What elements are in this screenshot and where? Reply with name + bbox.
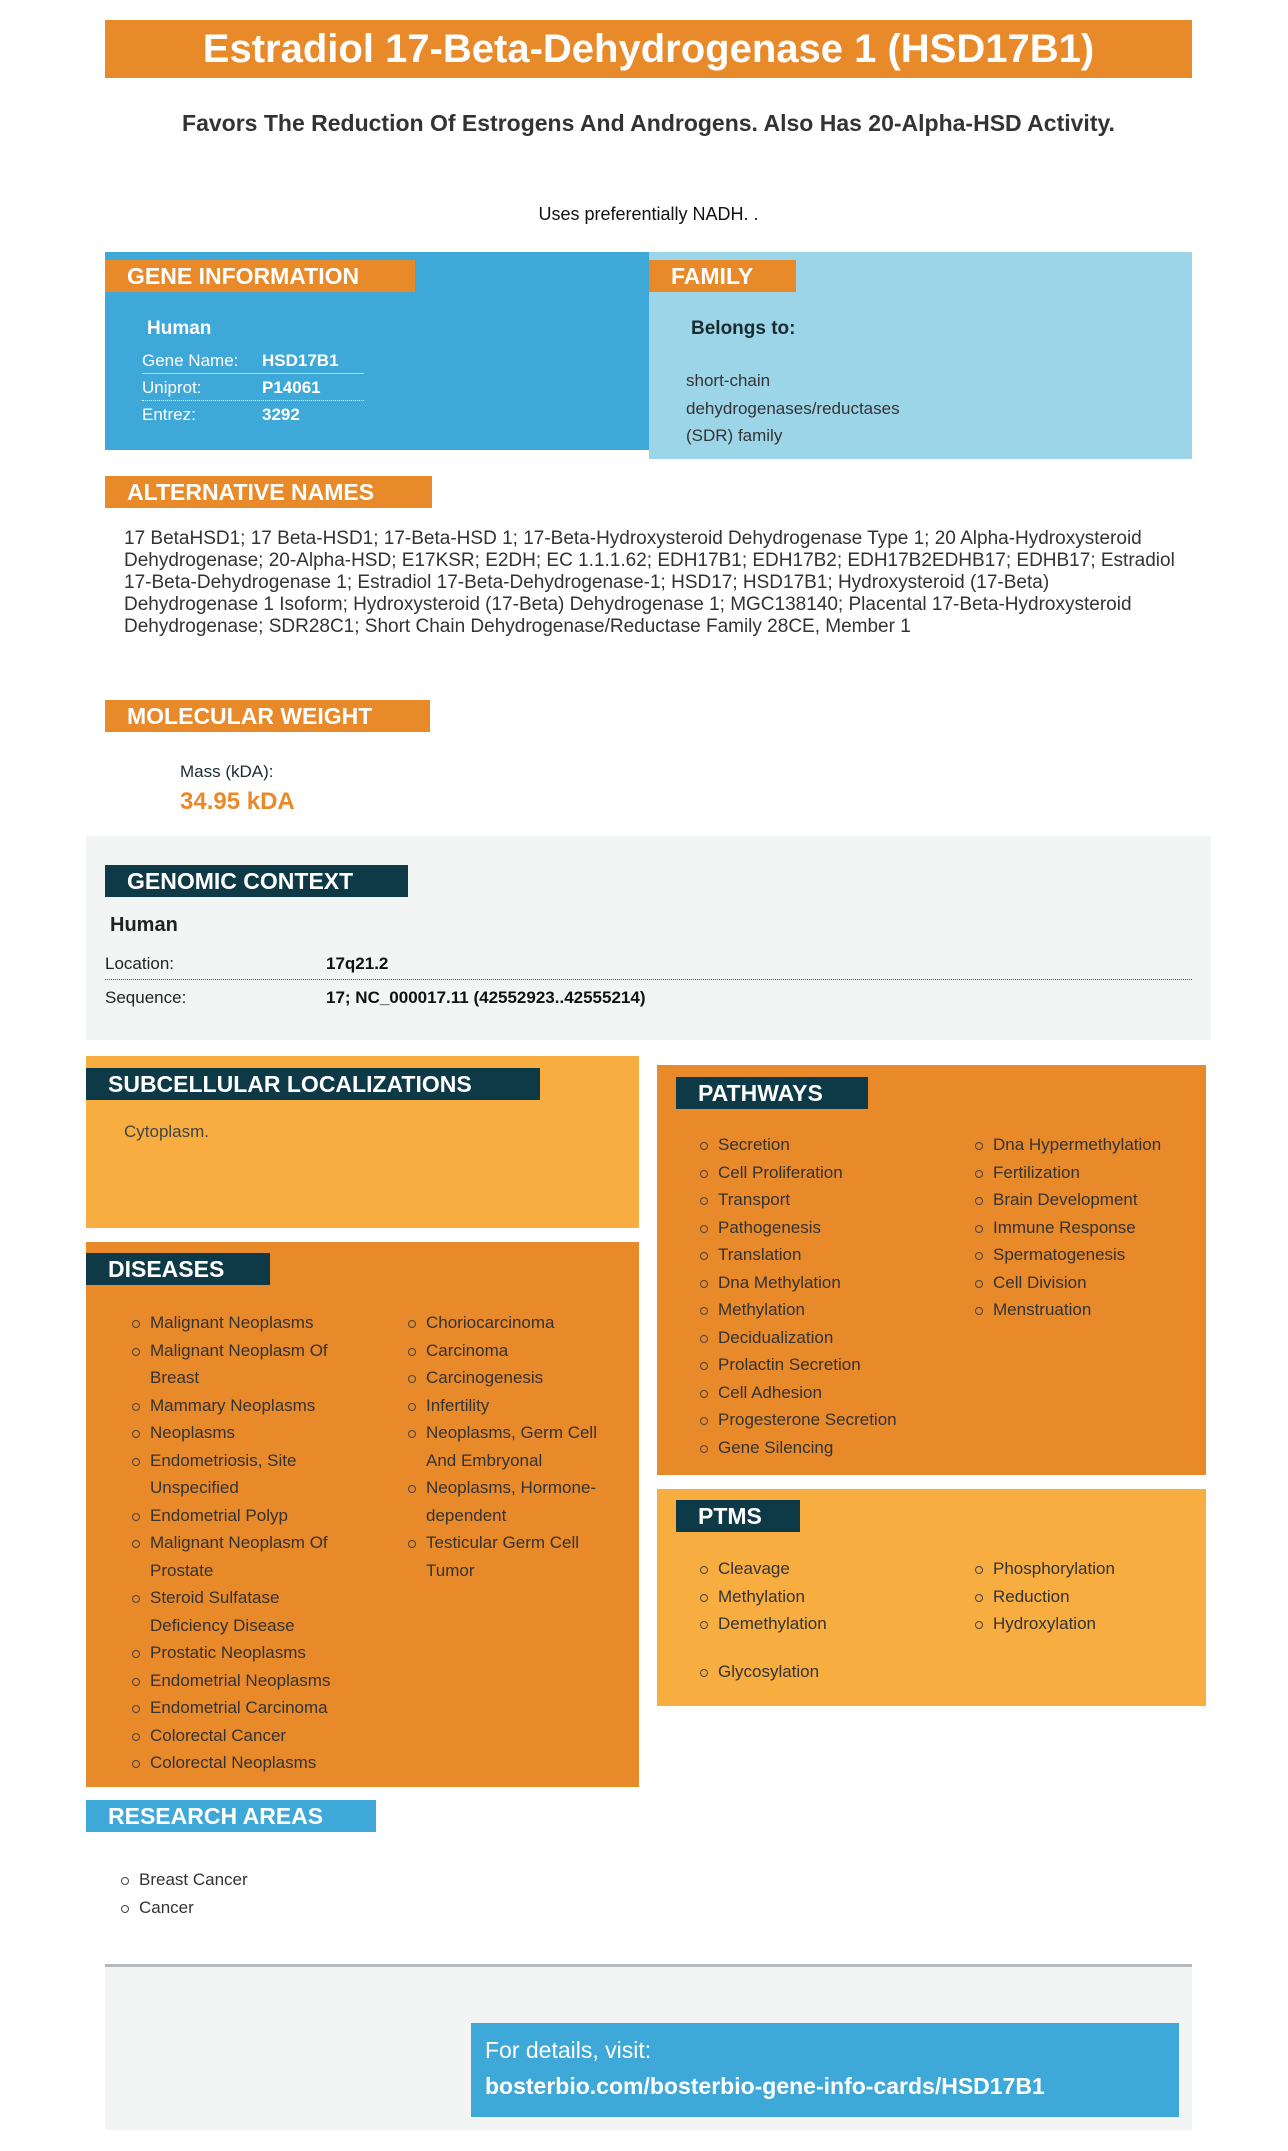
research-area-item: Breast Cancer xyxy=(119,1866,419,1894)
pathway-item: Dna Hypermethylation xyxy=(973,1131,1198,1159)
uniprot-label: Uniprot: xyxy=(142,378,202,397)
uniprot-row xyxy=(142,374,364,401)
disease-item: Endometrial Polyp xyxy=(130,1502,345,1530)
pathways-list-col1 xyxy=(698,1131,948,1461)
pathway-item: Brain Development xyxy=(973,1186,1198,1214)
details-label: For details, visit: xyxy=(485,2037,652,2063)
molecular-weight-heading: MOLECULAR WEIGHT xyxy=(105,700,430,732)
entrez-value: 3292 xyxy=(262,405,300,424)
subcellular-panel xyxy=(86,1056,639,1228)
pathway-item: Progesterone Secretion xyxy=(698,1406,948,1434)
ptm-item: Phosphorylation xyxy=(973,1555,1198,1583)
ptm-item: Methylation xyxy=(698,1583,948,1611)
page-title: Estradiol 17-Beta-Dehydrogenase 1 (HSD17B1) xyxy=(105,20,1192,78)
page-subnote: Uses preferentially NADH. . xyxy=(538,204,759,224)
disease-item: Endometrial Carcinoma xyxy=(130,1694,345,1722)
pathway-item: Gene Silencing xyxy=(698,1434,948,1462)
gene-info-table xyxy=(142,348,364,428)
disease-item: Neoplasms, Hormone-dependent xyxy=(406,1474,616,1529)
pathway-item: Cell Division xyxy=(973,1269,1198,1297)
gene-info-panel xyxy=(105,252,649,450)
family-line: dehydrogenases/reductases xyxy=(686,398,900,418)
details-link-box[interactable] xyxy=(471,2023,1179,2117)
pathway-item: Immune Response xyxy=(973,1214,1198,1242)
pathway-item: Pathogenesis xyxy=(698,1214,948,1242)
diseases-panel xyxy=(86,1242,639,1787)
genomic-context-species: Human xyxy=(110,914,178,936)
subcellular-heading: SUBCELLULAR LOCALIZATIONS xyxy=(86,1068,540,1100)
alternative-names-heading: ALTERNATIVE NAMES xyxy=(105,476,432,508)
pathway-item: Spermatogenesis xyxy=(973,1241,1198,1269)
pathway-item: Secretion xyxy=(698,1131,948,1159)
disease-item: Malignant Neoplasms xyxy=(130,1309,345,1337)
mass-value: 34.95 kDA xyxy=(180,788,295,815)
disease-item: Infertility xyxy=(406,1392,616,1420)
location-value: 17q21.2 xyxy=(326,954,389,973)
family-belongs-label: Belongs to: xyxy=(691,318,796,339)
pathway-item: Menstruation xyxy=(973,1296,1198,1324)
diseases-list-col2 xyxy=(406,1309,616,1584)
pathway-item: Fertilization xyxy=(973,1159,1198,1187)
pathway-item: Translation xyxy=(698,1241,948,1269)
entrez-label: Entrez: xyxy=(142,405,196,424)
disease-item: Steroid Sulfatase Deficiency Disease xyxy=(130,1584,345,1639)
family-line: short-chain xyxy=(686,371,771,390)
page-subtitle: Favors The Reduction Of Estrogens And Androgens. Also Has 20-Alpha-HSD Activity. xyxy=(182,110,1115,136)
disease-item: Prostatic Neoplasms xyxy=(130,1639,345,1667)
location-row xyxy=(105,950,1192,980)
pathway-item: Decidualization xyxy=(698,1324,948,1352)
pathway-item: Dna Methylation xyxy=(698,1269,948,1297)
gene-name-label: Gene Name: xyxy=(142,351,239,370)
details-url-link[interactable]: bosterbio.com/bosterbio-gene-info-cards/HSD17B1 xyxy=(485,2073,1045,2099)
pathways-list-col2 xyxy=(973,1131,1198,1324)
family-heading: FAMILY xyxy=(649,260,796,292)
disease-item: Choriocarcinoma xyxy=(406,1309,616,1337)
gene-name-value: HSD17B1 xyxy=(262,351,339,370)
disease-item: Malignant Neoplasm Of Prostate xyxy=(130,1529,345,1584)
gene-info-heading: GENE INFORMATION xyxy=(105,260,415,292)
genomic-context-heading: GENOMIC CONTEXT xyxy=(105,865,408,897)
footer-panel xyxy=(105,1967,1192,2130)
pathway-item: Prolactin Secretion xyxy=(698,1351,948,1379)
research-areas-heading: RESEARCH AREAS xyxy=(86,1800,376,1832)
pathway-item: Methylation xyxy=(698,1296,948,1324)
diseases-heading: DISEASES xyxy=(86,1253,270,1285)
sequence-value: 17; NC_000017.11 (42552923..42555214) xyxy=(326,988,646,1007)
research-area-item: Cancer xyxy=(119,1894,419,1922)
pathways-panel xyxy=(657,1065,1206,1475)
genomic-context-panel xyxy=(86,836,1211,1040)
family-panel xyxy=(649,252,1192,459)
diseases-list-col1 xyxy=(130,1309,345,1777)
gene-info-species: Human xyxy=(147,318,212,339)
mass-label: Mass (kDA): xyxy=(180,762,274,781)
ptms-list-extra xyxy=(698,1658,948,1686)
disease-item: Malignant Neoplasm Of Breast xyxy=(130,1337,345,1392)
entrez-row xyxy=(142,401,364,428)
pathway-item: Transport xyxy=(698,1186,948,1214)
pathway-item: Cell Proliferation xyxy=(698,1159,948,1187)
disease-item: Neoplasms, Germ Cell And Embryonal xyxy=(406,1419,616,1474)
sequence-label: Sequence: xyxy=(105,988,187,1007)
ptm-item: Demethylation xyxy=(698,1610,948,1638)
disease-item: Carcinoma xyxy=(406,1337,616,1365)
research-areas-list xyxy=(119,1866,419,1921)
ptms-list-col1 xyxy=(698,1555,948,1638)
disease-item: Colorectal Neoplasms xyxy=(130,1749,345,1777)
ptms-heading: PTMS xyxy=(676,1500,800,1532)
subcellular-text: Cytoplasm. xyxy=(124,1122,210,1141)
disease-item: Carcinogenesis xyxy=(406,1364,616,1392)
gene-name-row xyxy=(142,348,364,374)
ptm-item: Cleavage xyxy=(698,1555,948,1583)
ptms-panel xyxy=(657,1489,1206,1706)
alternative-names-text: 17 BetaHSD1; 17 Beta-HSD1; 17-Beta-HSD 1; 17-Beta-Hydroxysteroid Dehydrogenase Type 1; 20 Alpha-Hydroxysteroid Dehydrogenase; 20-Alpha-HSD; E17KSR; E2DH; EC 1.1.1.62; EDH17B1; EDH17B2; EDH17B2EDHB17; EDHB17; Estradiol 17-Beta-Dehydrogenase 1; Estradiol 17-Beta-Dehydrogenase-1; HSD17; HSD17B1; Hydroxysteroid (17-Beta) Dehydrogenase 1 Isoform; Hydroxysteroid (17-Beta) Dehydrogenase 1; MGC138140; Placental 17-Beta-Hydroxysteroid Dehydrogenase; SDR28C1; Short Chain Dehydrogenase/Reductase Family 28CE, Member 1 xyxy=(124,528,1175,637)
family-description xyxy=(686,367,900,450)
location-label: Location: xyxy=(105,954,174,973)
disease-item: Colorectal Cancer xyxy=(130,1722,345,1750)
family-line: (SDR) family xyxy=(686,426,783,445)
pathway-item: Cell Adhesion xyxy=(698,1379,948,1407)
ptm-item: Glycosylation xyxy=(698,1658,948,1686)
sequence-row xyxy=(105,984,1192,1012)
pathways-heading: PATHWAYS xyxy=(676,1077,868,1109)
ptm-item: Reduction xyxy=(973,1583,1198,1611)
disease-item: Endometriosis, Site Unspecified xyxy=(130,1447,345,1502)
ptm-item: Hydroxylation xyxy=(973,1610,1198,1638)
disease-item: Testicular Germ Cell Tumor xyxy=(406,1529,616,1584)
uniprot-value: P14061 xyxy=(262,378,321,397)
disease-item: Neoplasms xyxy=(130,1419,345,1447)
ptms-list-col2 xyxy=(973,1555,1198,1638)
disease-item: Mammary Neoplasms xyxy=(130,1392,345,1420)
disease-item: Endometrial Neoplasms xyxy=(130,1667,345,1695)
